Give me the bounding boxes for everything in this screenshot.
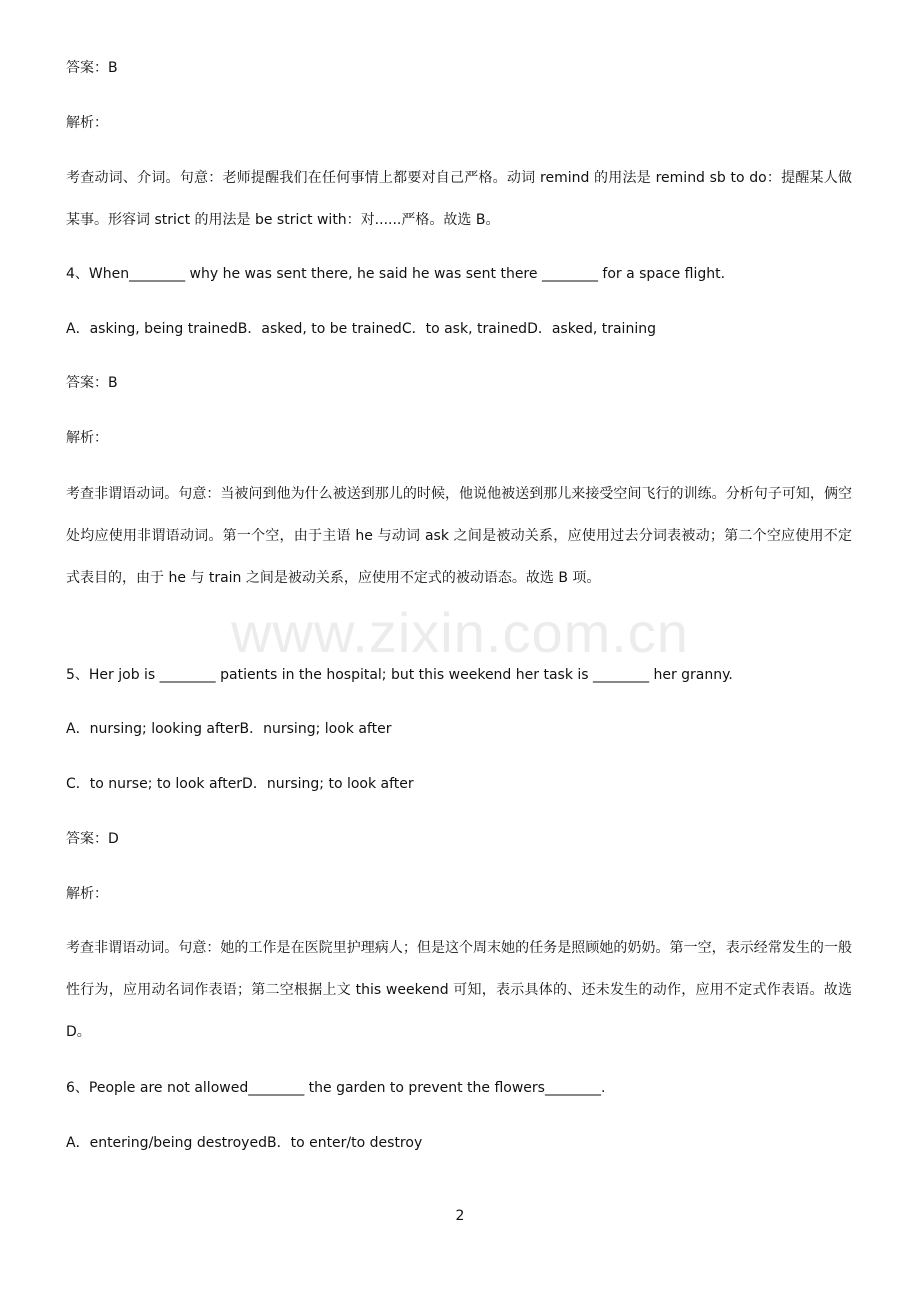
q4-options: A．asking, being trainedB．asked, to be trainedC．to ask, trainedD．asked, training	[66, 321, 656, 337]
q5-options-line1: A．nursing; looking afterB．nursing; look after	[66, 721, 392, 737]
q4-question: 4、When________ why he was sent there, he said he was sent there ________ for a space flight.	[66, 266, 726, 282]
q3-analysis: 考查动词、介词。句意：老师提醒我们在任何事情上都要对自己严格。动词 remind 的用法是 remind sb to do：提醒某人做某事。形容词 strict 的用法是 be strict with：对......严格。故选 B。	[66, 170, 852, 228]
q5-answer: 答案：D	[66, 831, 119, 847]
q4-analysis: 考查非谓语动词。句意：当被问到他为什么被送到那儿的时候，他说他被送到那儿来接受空间飞行的训练。分析句子可知，俩空处均应使用非谓语动词。第一个空，由于主语 he 与动词 ask 之间是被动关系，应使用过去分词表被动；第二个空应使用不定式表目的，由于 he 与 train 之间是被动关系，应使用不定式的被动语态。故选 B 项。	[66, 486, 852, 586]
page-number: 2	[455, 1208, 465, 1224]
q6-options: A．entering/being destroyedB．to enter/to destroy	[66, 1135, 423, 1151]
q3-analysis-label: 解析：	[66, 115, 108, 131]
q5-analysis-label: 解析：	[66, 886, 108, 902]
q5-options-line2: C．to nurse; to look afterD．nursing; to look after	[66, 776, 414, 792]
q4-answer: 答案：B	[66, 375, 118, 391]
q5-question: 5、Her job is ________ patients in the hospital; but this weekend her task is ________ her granny.	[66, 667, 733, 683]
q4-analysis-label: 解析：	[66, 430, 108, 446]
q6-question: 6、People are not allowed________ the garden to prevent the flowers________.	[66, 1080, 606, 1096]
q5-analysis: 考查非谓语动词。句意：她的工作是在医院里护理病人；但是这个周末她的任务是照顾她的奶奶。第一空，表示经常发生的一般性行为，应用动名词作表语；第二空根据上文 this weekend 可知，表示具体的、还未发生的动作，应用不定式作表语。故选 D。	[66, 940, 852, 1040]
q3-answer: 答案：B	[66, 60, 118, 76]
watermark: www.zixin.com.cn	[231, 601, 689, 664]
